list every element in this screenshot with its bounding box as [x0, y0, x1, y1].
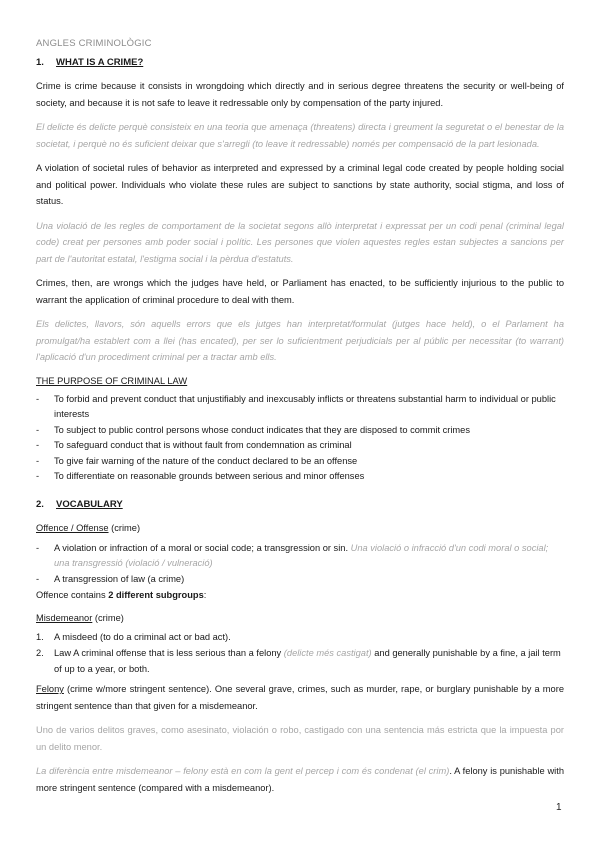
term-tag: (crime)	[111, 523, 141, 534]
paragraph-catalan: Una violació de les regles de comportament de la societat segons allò interpretat i expressat per un codi penal (criminal legal code) creat per persones amb poder social i polític. Les persones que violen aquestes regles estan subjectes a sancions per part de l'autoritat estatal, l'estigma social i la pèrdua d'estatuts.	[36, 220, 564, 264]
text: Offence contains	[36, 590, 109, 601]
document-header: ANGLES CRIMINOLÒGIC	[36, 38, 152, 49]
section-number: 2.	[36, 499, 44, 511]
definition-text: (crime w/more stringent sentence). One several grave, crimes, such as murder, rape, or burglary punishable by a more stringent sentence than that given for a misdemeanor.	[36, 684, 564, 711]
page-number: 1	[556, 802, 562, 813]
list-item	[36, 541, 564, 572]
document-page	[36, 38, 564, 804]
item-text: Law A criminal offense that is less serious than a felony	[54, 647, 284, 658]
term: Misdemeanor	[36, 612, 93, 623]
term: Felony	[36, 684, 64, 695]
paragraph-catalan: El delicte és delicte perquè consisteix en una teoria que amenaça (threatens) directa i greument la seguretat o el benestar de la societat, i perquè no és suficient deixar que s'arregli (to leave it redressable) només per compensació de la part lesionada.	[36, 122, 564, 149]
section-title: WHAT IS A CRIME?	[56, 57, 144, 68]
item-text: A misdeed (to do a criminal act or bad act).	[54, 632, 231, 643]
list-item: - To safeguard conduct that is without fault from condemnation as criminal	[36, 438, 564, 454]
offence-term-line	[36, 520, 564, 537]
paragraph-english: Crimes, then, are wrongs which the judges have held, or Parliament has enacted, to be sufficiently injurious to the public to warrant the application of criminal procedure to deal with them.	[36, 278, 564, 305]
item-text: and generally punishable by a fine, a jail term of up to a year, or both.	[54, 647, 561, 674]
list-item: - A transgression of law (a crime)	[36, 572, 564, 588]
paragraph-catalan: Els delictes, llavors, són aquells errors que els jutges han interpretat/formulat (jutges hace held), o el Parlament ha promulgat/ha establert com a llei (has encated), per ser lo suficientment perjudicials per al públic per necessitar (to warrant) l'aplicació d'un procediment criminal per a tractar amb ells.	[36, 319, 564, 362]
term-tag: (crime)	[94, 612, 124, 623]
section-number: 1.	[36, 57, 44, 68]
definition-english: A violation or infraction of a moral or social code; a transgression or sin.	[54, 542, 349, 553]
misdemeanor-definitions	[36, 630, 564, 677]
paragraph-english: A violation of societal rules of behavior as interpreted and expressed by a criminal legal code created by people holding social and political power. Individuals who violate these rules are subject to sanctions by state authority, social stigma, and loss of status.	[36, 163, 564, 206]
item-number: 1.	[36, 632, 44, 643]
text: :	[203, 590, 207, 601]
list-item: - To differentiate on reasonable grounds between serious and minor offenses	[36, 469, 564, 485]
list-item: - To subject to public control persons whose conduct indicates that they are disposed to commit crimes	[36, 423, 564, 439]
subgroups-line	[36, 587, 564, 604]
term: Offence / Offense	[36, 523, 109, 534]
purpose-heading: THE PURPOSE OF CRIMINAL LAW	[36, 375, 188, 386]
paragraph-english: Crime is crime because it consists in wrongdoing which directly and in serious degree threatens the security or well-being of society, and because it is not safe to leave it redressable only by compensation of the party injured.	[36, 81, 564, 108]
offence-definitions	[36, 541, 564, 588]
difference-catalan: La diferència entre misdemeanor – felony està en com la gent el percep i com és condenat (el crim)	[36, 766, 450, 777]
difference-english: . A felony is punishable with more stringent sentence (compared with a misdemeanor).	[36, 766, 564, 793]
definition-catalan: Una violació o infracció d'un codi moral o social; una transgressió (violació / vulneració)	[54, 542, 549, 569]
list-item	[36, 646, 564, 677]
section-2-heading	[36, 499, 564, 510]
list-item: - To give fair warning of the nature of the conduct declared to be an offense	[36, 454, 564, 470]
bold-text: 2 different subgroups	[108, 590, 204, 601]
felony-definition	[36, 681, 564, 714]
list-item: - To forbid and prevent conduct that unjustifiably and inexcusably inflicts or threatens substantial harm to individual or public interests	[36, 392, 564, 423]
misdemeanor-term-line	[36, 610, 564, 627]
item-number: 2.	[36, 647, 44, 658]
difference-paragraph	[36, 763, 564, 796]
section-1-heading	[36, 57, 564, 68]
list-item	[36, 630, 564, 646]
item-gloss: (delicte més castigat)	[283, 647, 372, 658]
section-title: VOCABULARY	[56, 499, 123, 511]
felony-spanish: Uno de varios delitos graves, como asesinato, violación o robo, castigado con una sentencia más estricta que la impuesta por un delito menor.	[36, 725, 564, 752]
purpose-list	[36, 392, 564, 486]
